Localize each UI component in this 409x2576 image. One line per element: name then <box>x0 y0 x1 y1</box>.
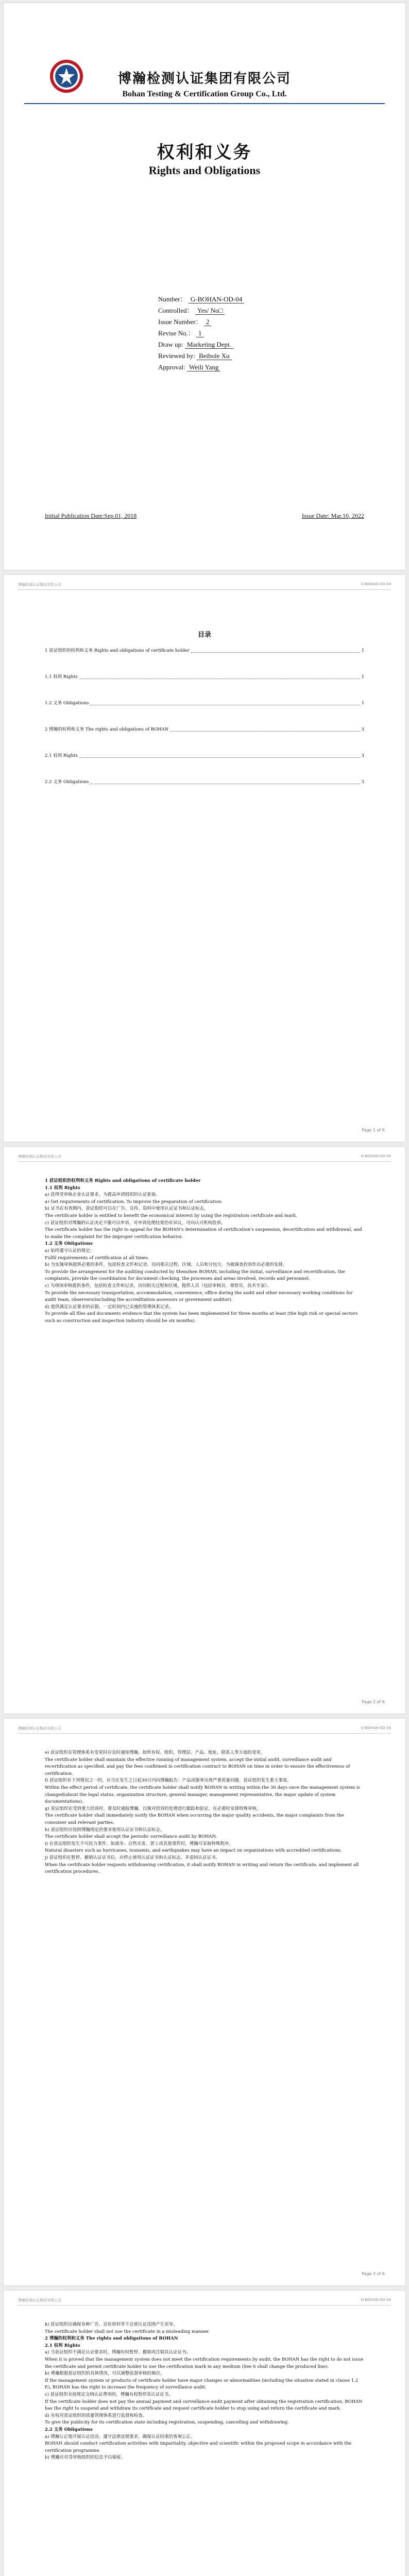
meta-row: Number： G-BOHAN-OD-04 <box>158 294 244 305</box>
toc-entry[interactable]: 1.2 义务 Obligations 1 <box>45 700 364 706</box>
paragraph: k) 获证组织应确保各种广告、宣传材料等不会使认证范围产生误导。 <box>45 2322 178 2327</box>
paragraph: To provide all files and documents evidence that the system has been implemented for three months at least (the high risk or special sectors such as construction and inspection industry should be six months). <box>45 1311 358 1324</box>
subsection-heading: 1.2 义务 Obligations <box>45 1241 93 1247</box>
paragraph: b) 博瀚应对受审核组织的信息予以保密。 <box>45 2455 125 2461</box>
paragraph: The certificate holder has the right to appeal for the BOHAN's determination of certification's suspension, decertification and withdrawal, and to make the complaint for the improper certification behavior. <box>45 1227 362 1240</box>
meta-row: Revise No.： 1 <box>158 328 244 339</box>
paragraph: e) 获证组织在管理体系有变更时应及时通知博瀚，如所有权、组织、管理层、产品、地址、联系人等方面的变更。 <box>45 1750 265 1755</box>
meta-row: Issue Number： 2 <box>158 316 244 328</box>
paragraph: d) 有权对获证组织的质量管理体系进行监督和检查。 <box>45 2413 147 2418</box>
content-page <box>4 1147 405 1714</box>
toc-page <box>4 575 405 1142</box>
initial-publication-date: Initial Publication Date:Sep.01, 2018 <box>45 512 137 519</box>
meta-row: Controlled： Yes/ No□ <box>158 305 244 316</box>
subsection-heading: 2.1 权利 Rights <box>45 2343 80 2348</box>
paragraph: To provide the necessary transportation, accommodation, convenience, office during the audit and other necessary working conditions for audit team, observers(including the accreditation assessors or government auditor). <box>45 1290 353 1303</box>
title-divider <box>24 103 385 104</box>
paragraph: c) 为现场审核提供条件，包括检查文件和记录，访问相关过程和区域，提供人员（包括审核员、观察员、技术专家）。 <box>45 1283 272 1289</box>
paragraph: f) 获证组织有下列情况之一的，应当在发生之日起30日内向博瀚报告：产品或服务出现严重质量问题、获证组织发生重大事故。 <box>45 1778 292 1784</box>
paragraph: a) Get requirements of certification, To ​improve the preparation of certification. <box>45 1199 223 1205</box>
toc-entry[interactable]: 1 获证组织的权利和义务 Rights and obligations of certificate holder 1 <box>45 648 364 653</box>
page-number: Page 2 of 6 <box>362 1700 385 1704</box>
paragraph: d) 提供满足认证要求的证据，一定时间内已实施的管理体系记录。 <box>45 1304 174 1310</box>
publication-dates <box>45 512 364 520</box>
paragraph: Fulfil requirements of certification at all times. <box>45 1255 149 1261</box>
paragraph: h) 获证组织应按照博瀚规定的要求使用认证证书和认证标志。 <box>45 1827 165 1833</box>
paragraph: j) 获证组织在暂停、撤销认证证书后，应停止使用认证证书和认证标志，并退回认证证书。 <box>45 1855 220 1860</box>
subsection-heading: 2.2 义务 Obligations <box>45 2427 93 2432</box>
content-page <box>4 1719 405 2285</box>
meta-row: Reviewed by: Beibole Xu <box>158 350 244 362</box>
section-heading: 1 获证组织的权利和义务 Rights and obligations of certificate holder <box>45 1178 201 1183</box>
toc-entry[interactable]: 2 博瀚的权利和义务 The rights and obligations of BOHAN 3 <box>45 726 364 732</box>
paragraph: b) 证书在有效期内，获证组织可以在广告、宣传、资料中使用认证证书和认证标志， <box>45 1206 209 1212</box>
subsection-heading: 1.1 权利 Rights <box>45 1185 80 1191</box>
page-header: 博瀚检测认证集团有限公司 G-BOHAN-OD-04 <box>18 2298 391 2306</box>
paragraph: If the management system or products of certificate holder have major changes or abnormalities (including the situation stated in clause 1.2 E), BOHAN has the right to increase the frequency of surveillance audit. <box>45 2378 359 2391</box>
page-number: Page 1 of 6 <box>362 1128 385 1132</box>
document-metadata <box>158 294 244 373</box>
company-name-en: Bohan Testing & Certification Group Co., Ltd. <box>122 90 287 98</box>
toc-entry[interactable]: 2.2 义务 Obligations 3 <box>45 779 364 785</box>
toc-title: 目录 <box>197 631 211 639</box>
paragraph: c) 获证组织未按规定交纳认证费用的，博瀚有权暂停其认证证书。 <box>45 2392 173 2397</box>
paragraph: BOHAN should conduct certification activities with impartiality, objective and scientific within the proposed scope in accordance with the certification programme. <box>45 2441 352 2453</box>
document-title-cn: 权利和义务 <box>157 142 252 163</box>
paragraph: g) 获证组织在受到重大投诉时，要及时通报博瀚，以便对投诉的处理进行跟踪和验证，在必要时安排特殊审核。 <box>45 1806 261 1811</box>
issue-date: Issue Date: Mar.10, 2022 <box>302 512 364 519</box>
toc-entry[interactable]: 2.1 权利 Rights 3 <box>45 753 364 758</box>
paragraph: When the certificate holder requests withdrawing certification, it shall notify BOHAN in writing and return the certificate, and implement all certification procedures. <box>45 1862 359 1875</box>
toc-entry[interactable]: 1.1 权利 Rights 1 <box>45 674 364 680</box>
paragraph: a) 获得受审核企业认证要求，为提高申请组织的认证准备。 <box>45 1192 160 1198</box>
paragraph: To provide the arrangement for the auditing conducted by Shenzhen BOHAN, including the initial, surveillance and recertification, the complaints, provide the coordination for document checking, the processes and areas involved, records and personnel. <box>45 1269 345 1282</box>
paragraph: The certificate holder shall not use the certificate in a misleading manner. <box>45 2329 210 2334</box>
cover-page <box>4 3 405 570</box>
meta-row: Approval: Weili Yang <box>158 362 244 373</box>
paragraph: When it is proved that the management system does not meet the certification requirements by audit, the BOHAN has the right to do not issue the certificate and permit certificate holder to use the certification mark in any medium (See 6 shall change the produced line). <box>45 2357 364 2369</box>
paragraph: Natural disasters such as hurricanes, tsunamis, and earthquakes may have an impact on organizations with accredited certifications. <box>45 1848 342 1854</box>
paragraph: If the certificate holder does not pay the annual payment and surveillance audit payment after obtaining the registration certification, BOHAN has the right to suspend and withdraw its certificate and request certificate holder to stop using and return the certificate and mark. <box>45 2399 363 2412</box>
page-header: 博瀚检测认证集团有限公司 G-BOHAN-OD-04 <box>18 1154 391 1162</box>
paragraph: The certificate holder is entitled to benefit the economical interest by using the registration certificate and mark. <box>45 1213 297 1218</box>
page-header: 博瀚检测认证集团有限公司 G-BOHAN-OD-04 <box>18 1726 391 1734</box>
paragraph: b) 博瀚根据获证组织的具体情况，可以调整监督审核的频次。 <box>45 2371 165 2377</box>
paragraph: i) 在获证组织发生不可抗力事件、如战争、自然灾害、罢工或其他事件时，博瀚可采取特殊程序。 <box>45 1841 233 1846</box>
paragraph: Within the effect period of certificate, the certificate holder shall notify BOHAN in writing within the 30 days once the management system is changed(about the legal status, organization structure, general manager, management representative, the major update of system documentations). <box>45 1785 361 1805</box>
content-page <box>4 2291 405 2576</box>
paragraph: c) 获证组织对博瀚的认证决定不服可以申诉，对申诉处理结果仍有异议，可向认可机构投诉。 <box>45 1220 226 1226</box>
paragraph: a) 博瀚公正地开展认证活动，遵守法律法规要求，确保认证结果的客观公正。 <box>45 2434 195 2439</box>
page-header: 博瀚检测认证集团有限公司 G-BOHAN-OD-04 <box>18 582 391 590</box>
paragraph: The certificate holder shall immediately notify the BOHAN when occurring the major quality accidents, the major complaints from the consumer and relevant parties. <box>45 1813 344 1825</box>
paragraph: The certificate holder shall maintain the effective running of management system, accept the initial audit, surveillance audit and recertification as specified, and pay the fees confirmed in certification contract to BOHAN on time in order to ensure the effectiveness of certification. <box>45 1757 350 1776</box>
page-number: Page 3 of 6 <box>362 2272 385 2276</box>
paragraph: The certificate holder shall accept the periodic surveillance audit by BOHAN. <box>45 1834 217 1840</box>
paragraph: a) 始终遵守认证的规定； <box>45 1248 95 1253</box>
meta-row: Draw up: Marketing Dept. <box>158 339 244 350</box>
paragraph: b) 为实施审核提供必要的条件，包括检查文件和记录，访问相关过程、区域、人员和分包方，为被调查投诉作出必要的安排。 <box>45 1262 287 1268</box>
document-title-en: Rights and Obligations <box>148 164 261 177</box>
section-heading: 2 博瀚的权利和义务 The rights and obligations of BOHAN <box>45 2336 178 2342</box>
paragraph: a) 当获证组织不满足认证要求时，博瀚有权暂停、撤销或注销其认证证书。 <box>45 2350 191 2355</box>
paragraph: To give the publicity for its certification state including registration, suspending, cancelling and withdrawing. <box>45 2420 289 2426</box>
company-name-cn: 博瀚检测认证集团有限公司 <box>117 71 291 87</box>
